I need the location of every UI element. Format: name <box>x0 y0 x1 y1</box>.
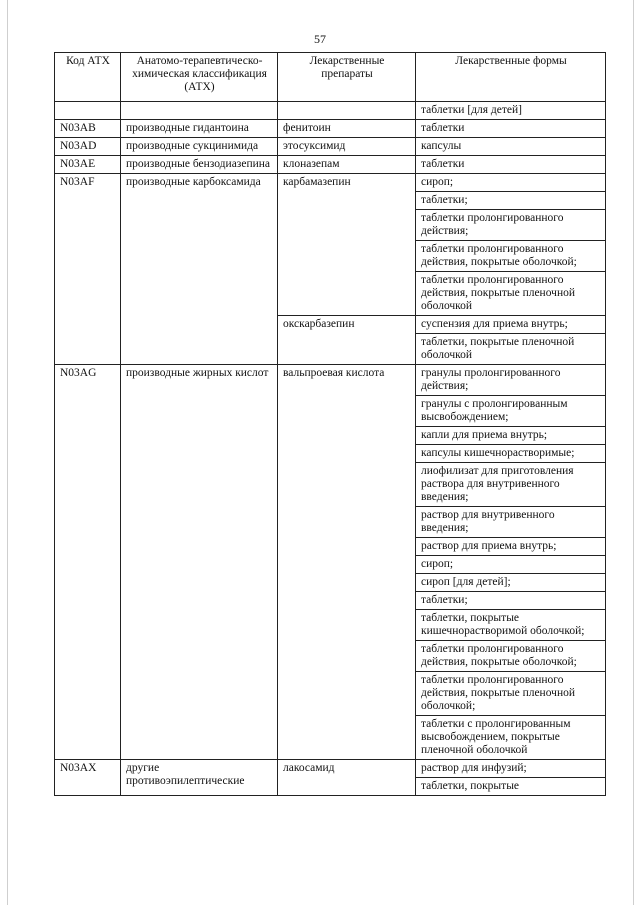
header-classification: Анатомо-терапевтическо-химическая классификация (АТХ) <box>121 53 278 102</box>
cell-form: таблетки <box>416 120 606 138</box>
cell-forms <box>416 316 606 365</box>
form-item: таблетки с пролонгированным высвобождением, покрытые пленочной оболочкой <box>421 718 571 756</box>
cell-class: производные жирных кислот <box>121 365 278 760</box>
cell-code: N03AX <box>55 760 121 796</box>
cell-forms <box>416 174 606 316</box>
table-row-continuation <box>55 102 606 120</box>
scan-edge-left <box>7 0 8 905</box>
table-row-n03af-1 <box>55 174 606 316</box>
form-item: таблетки; <box>416 192 605 210</box>
cell-code: N03AB <box>55 120 121 138</box>
form-item: раствор для внутривенного введения; <box>416 507 605 538</box>
table-row-n03ad <box>55 138 606 156</box>
cell-drug: этосуксимид <box>278 138 416 156</box>
table-row-n03ab <box>55 120 606 138</box>
cell-drug: окскарбазепин <box>278 316 416 365</box>
form-item: сироп; <box>416 556 605 574</box>
cell-class: производные гидантоина <box>121 120 278 138</box>
table-row-n03ax <box>55 760 606 796</box>
cell-class: другие противоэпилептические <box>121 760 278 796</box>
cell-code: N03AF <box>55 174 121 365</box>
cell-form: таблетки [для детей] <box>416 102 606 120</box>
scan-edge-right <box>633 0 634 905</box>
cell-drug: клоназепам <box>278 156 416 174</box>
cell-class: производные бензодиазепина <box>121 156 278 174</box>
form-item: таблетки пролонгированного действия, покрытые оболочкой; <box>416 241 605 272</box>
cell-class: производные сукцинимида <box>121 138 278 156</box>
form-item: лиофилизат для приготовления раствора для внутривенного введения; <box>416 463 605 507</box>
form-item: таблетки пролонгированного действия; <box>416 210 605 241</box>
table-header-row <box>55 53 606 102</box>
cell-code: N03AD <box>55 138 121 156</box>
form-item: капли для приема внутрь; <box>416 427 605 445</box>
form-item: таблетки; <box>416 592 605 610</box>
cell-empty <box>121 102 278 120</box>
form-item: сироп; <box>416 174 605 192</box>
form-item: суспензия для приема внутрь; <box>416 316 605 334</box>
drug-table <box>54 52 606 796</box>
form-item: таблетки пролонгированного действия, покрытые пленочной оболочкой; <box>416 672 605 716</box>
form-item: таблетки, покрытые пленочной оболочкой <box>421 336 575 361</box>
form-item: капсулы кишечнорастворимые; <box>416 445 605 463</box>
form-item: сироп [для детей]; <box>416 574 605 592</box>
cell-drug: карбамазепин <box>278 174 416 316</box>
cell-class: производные карбоксамида <box>121 174 278 365</box>
cell-drug: вальпроевая кислота <box>278 365 416 760</box>
cell-code: N03AG <box>55 365 121 760</box>
form-item: гранулы с пролонгированным высвобождением; <box>416 396 605 427</box>
cell-form: капсулы <box>416 138 606 156</box>
form-item: таблетки, покрытые кишечнорастворимой оболочкой; <box>416 610 605 641</box>
header-drugs: Лекарственные препараты <box>278 53 416 102</box>
form-item: раствор для инфузий; <box>416 760 605 778</box>
header-code: Код АТХ <box>55 53 121 102</box>
table-row-n03ae <box>55 156 606 174</box>
cell-drug: лакосамид <box>278 760 416 796</box>
cell-empty <box>278 102 416 120</box>
cell-forms <box>416 760 606 796</box>
form-item: таблетки пролонгированного действия, покрытые оболочкой; <box>416 641 605 672</box>
cell-form: таблетки <box>416 156 606 174</box>
cell-empty <box>55 102 121 120</box>
form-item: гранулы пролонгированного действия; <box>416 365 605 396</box>
page-number: 57 <box>314 32 326 46</box>
form-item: раствор для приема внутрь; <box>416 538 605 556</box>
cell-code: N03AE <box>55 156 121 174</box>
cell-drug: фенитоин <box>278 120 416 138</box>
header-forms: Лекарственные формы <box>416 53 606 102</box>
form-item: таблетки пролонгированного действия, покрытые пленочной оболочкой <box>421 274 576 312</box>
cell-forms <box>416 365 606 760</box>
form-item: таблетки, покрытые <box>421 780 520 792</box>
table-row-n03ag <box>55 365 606 760</box>
